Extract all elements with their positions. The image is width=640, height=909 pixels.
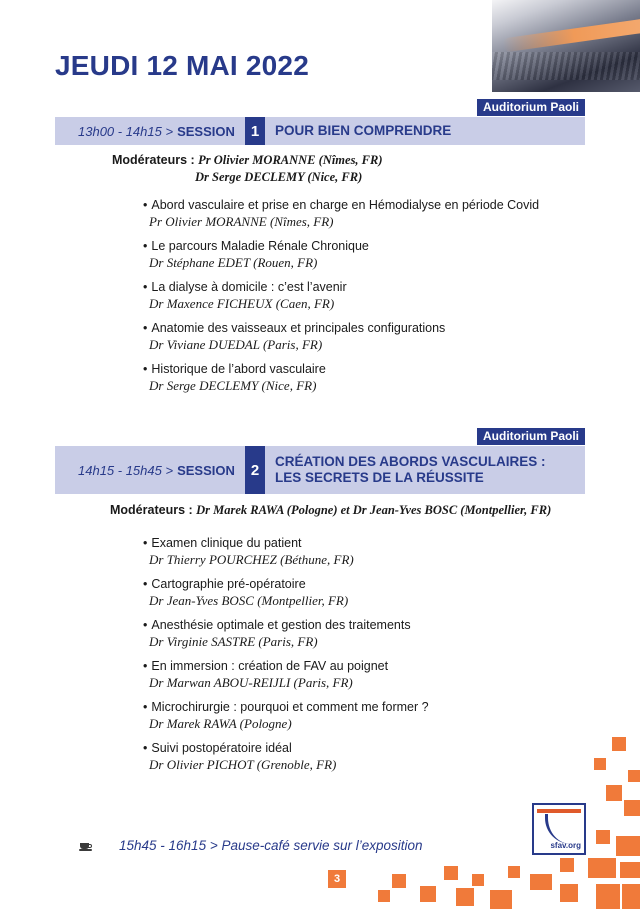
coffee-break-text: 15h45 - 16h15 > Pause-café servie sur l’exposition (119, 838, 423, 853)
page-number: 3 (328, 870, 346, 888)
talk-item (143, 658, 429, 692)
session-time: 13h00 - 14h15 > (78, 123, 174, 139)
moderators (110, 502, 551, 519)
talk-item (143, 197, 539, 231)
talk-speaker: Dr Thierry POURCHEZ (Béthune, FR) (149, 552, 354, 567)
talk-speaker: Dr Marek RAWA (Pologne) (149, 716, 292, 731)
talk-speaker: Dr Viviane DUEDAL (Paris, FR) (149, 337, 323, 352)
talk-title: • Anatomie des vaisseaux et principales configurations (143, 320, 539, 336)
session-label: SESSION (177, 462, 235, 478)
session-title-line: POUR BIEN COMPRENDRE (275, 123, 452, 138)
moderators-label: Modérateurs : (110, 503, 193, 517)
page-title: JEUDI 12 MAI 2022 (55, 50, 309, 81)
moderators (112, 152, 383, 186)
talk-item (143, 279, 539, 313)
header-photo (492, 0, 640, 92)
logo-text: sfav.org (550, 841, 581, 850)
talk-item (143, 320, 539, 354)
talk-list-1 (143, 197, 539, 402)
room-tag: Auditorium Paoli (477, 428, 585, 445)
talk-speaker: Dr Jean-Yves BOSC (Montpellier, FR) (149, 593, 349, 608)
session-title (275, 454, 546, 486)
talk-speaker: Pr Olivier MORANNE (Nîmes, FR) (149, 214, 334, 229)
session-bar-2 (55, 446, 585, 494)
session-number: 1 (245, 117, 265, 145)
talk-speaker: Dr Olivier PICHOT (Grenoble, FR) (149, 757, 337, 772)
moderator-name: Dr Serge DECLEMY (Nice, FR) (195, 170, 363, 184)
talk-title: • Microchirurgie : pourquoi et comment me former ? (143, 699, 429, 715)
moderator-name: Dr Marek RAWA (Pologne) et Dr Jean-Yves BOSC (Montpellier, FR) (196, 503, 552, 517)
session-title-line: CRÉATION DES ABORDS VASCULAIRES : (275, 454, 546, 469)
session-title-line: LES SECRETS DE LA RÉUSSITE (275, 470, 484, 485)
room-tag: Auditorium Paoli (477, 99, 585, 116)
moderator-name: Pr Olivier MORANNE (Nîmes, FR) (198, 153, 383, 167)
talk-title: • Suivi postopératoire idéal (143, 740, 429, 756)
talk-speaker: Dr Maxence FICHEUX (Caen, FR) (149, 296, 335, 311)
session-time: 14h15 - 15h45 > (78, 462, 174, 478)
talk-title: • Anesthésie optimale et gestion des traitements (143, 617, 429, 633)
talk-speaker: Dr Serge DECLEMY (Nice, FR) (149, 378, 317, 393)
talk-title: • Cartographie pré-opératoire (143, 576, 429, 592)
talk-title: • Abord vasculaire et prise en charge en Hémodialyse en période Covid (143, 197, 539, 213)
talk-title: • Examen clinique du patient (143, 535, 429, 551)
talk-item (143, 617, 429, 651)
session-bar-1 (55, 117, 585, 145)
moderators-label: Modérateurs : (112, 153, 195, 167)
coffee-break (80, 838, 423, 853)
talk-title: • Le parcours Maladie Rénale Chronique (143, 238, 539, 254)
coffee-cup-icon (80, 841, 92, 850)
talk-item (143, 699, 429, 733)
talk-item (143, 535, 429, 569)
talk-title: • En immersion : création de FAV au poignet (143, 658, 429, 674)
talk-item (143, 740, 429, 774)
session-label: SESSION (177, 123, 235, 139)
talk-title: • La dialyse à domicile : c’est l’avenir (143, 279, 539, 295)
session-number: 2 (245, 446, 265, 494)
sfav-logo (532, 803, 586, 855)
talk-speaker: Dr Virginie SASTRE (Paris, FR) (149, 634, 318, 649)
talk-item (143, 576, 429, 610)
talk-item (143, 361, 539, 395)
talk-title: • Historique de l’abord vasculaire (143, 361, 539, 377)
talk-list-2 (143, 535, 429, 781)
talk-item (143, 238, 539, 272)
session-title (275, 123, 451, 139)
talk-speaker: Dr Marwan ABOU-REIJLI (Paris, FR) (149, 675, 353, 690)
talk-speaker: Dr Stéphane EDET (Rouen, FR) (149, 255, 318, 270)
